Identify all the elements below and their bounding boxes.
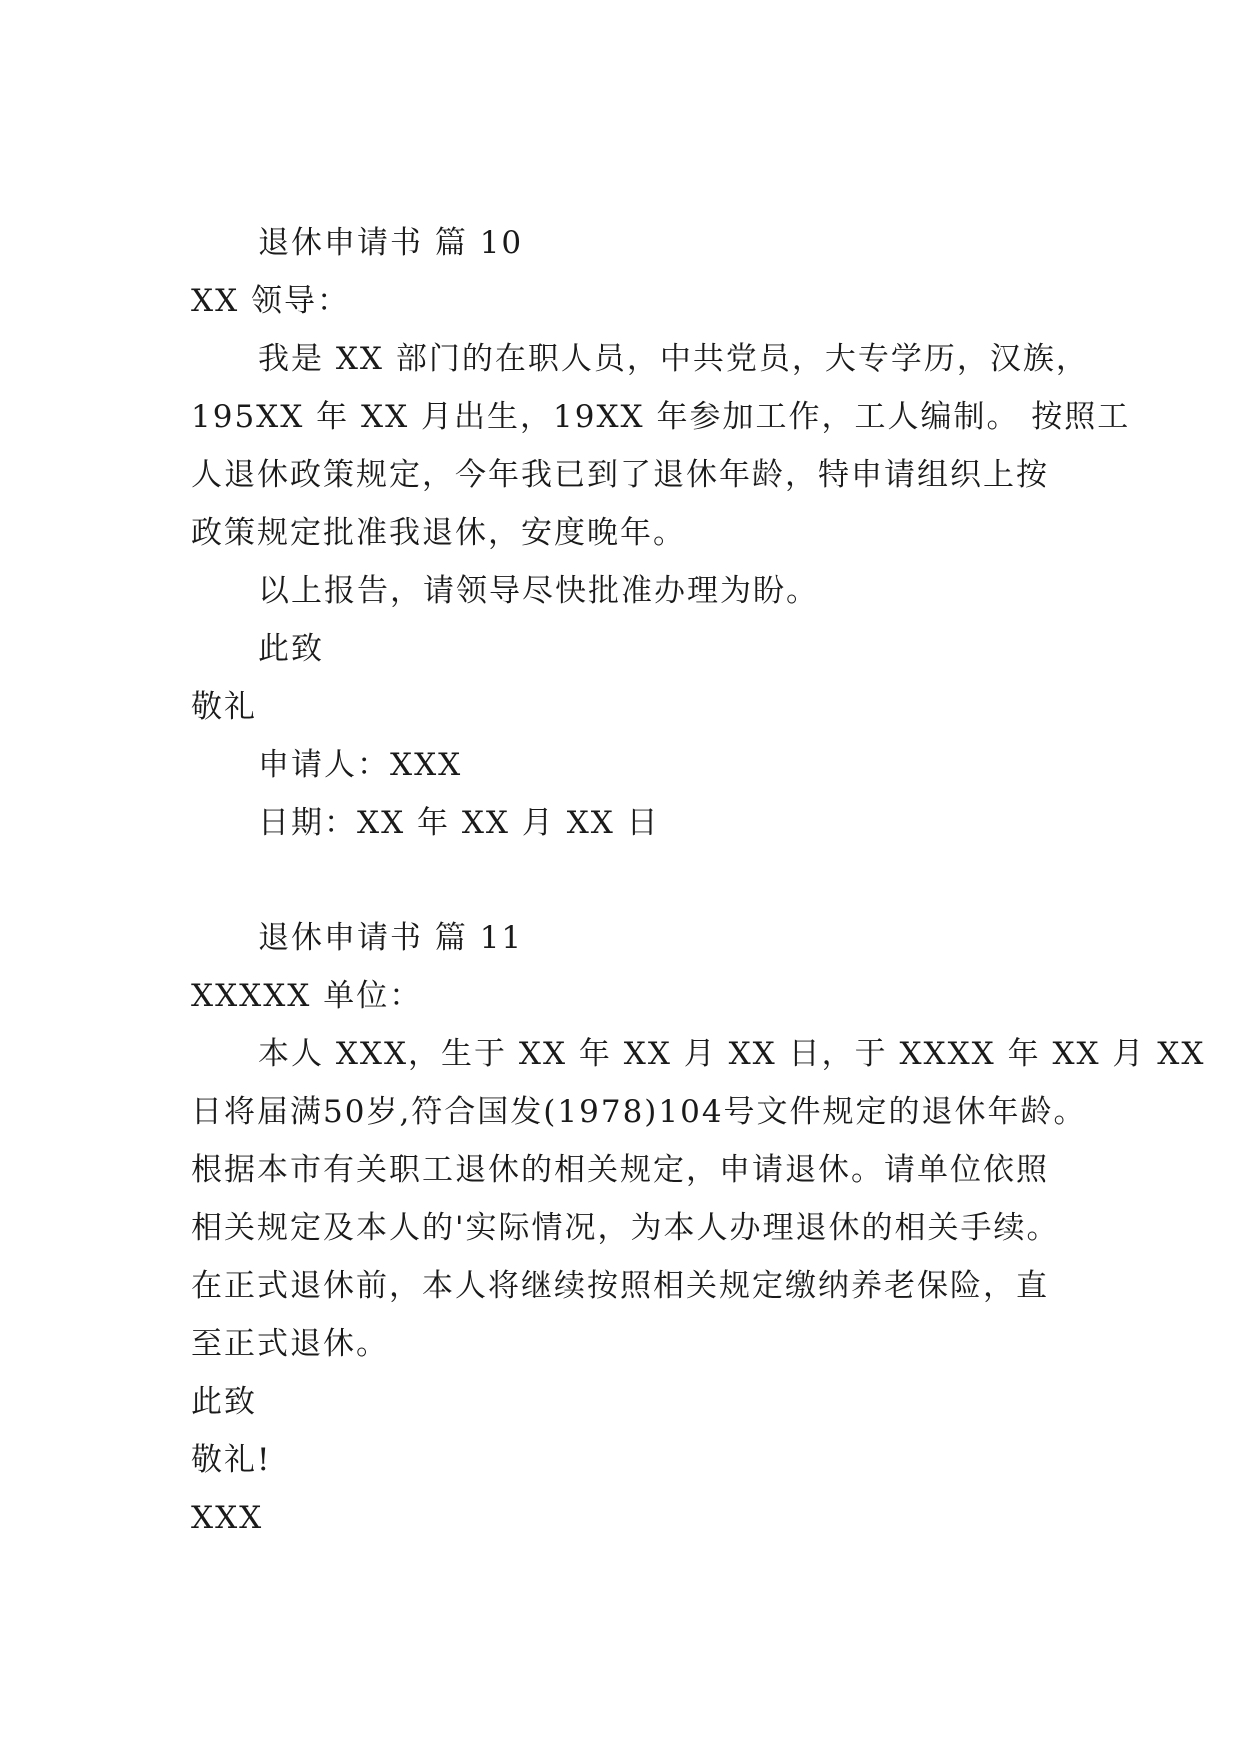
section-10-jingli: 敬礼 [191, 689, 257, 725]
section-10-title: 退休申请书 篇 10 [258, 225, 524, 261]
section-10-body-line: 195XX 年 XX 月出生，19XX 年参加工作，工人编制。 按照工 [191, 399, 1131, 435]
section-11-body-line: 相关规定及本人的'实际情况，为本人办理退休的相关手续。 [191, 1210, 1060, 1246]
section-11-cizhi: 此致 [191, 1384, 257, 1420]
section-11-signature: XXX [191, 1500, 264, 1536]
section-10-body-line: 我是 XX 部门的在职人员，中共党员，大专学历，汉族， [258, 341, 1089, 377]
section-10-date: 日期：XX 年 XX 月 XX 日 [258, 805, 660, 841]
section-11-body-line: 本人 XXX，生于 XX 年 XX 月 XX 日，于 XXXX 年 XX 月 XX [258, 1036, 1206, 1072]
section-10-body-line: 人退休政策规定，今年我已到了退休年龄，特申请组织上按 [191, 457, 1049, 493]
section-11-body-line: 根据本市有关职工退休的相关规定，申请退休。请单位依照 [191, 1152, 1049, 1188]
section-11-jingli: 敬礼! [191, 1442, 272, 1478]
section-11-body-line: 日将届满50岁,符合国发(1978)104号文件规定的退休年龄。 [191, 1094, 1087, 1130]
section-11-body-line: 至正式退休。 [191, 1326, 389, 1362]
section-10-report: 以上报告，请领导尽快批准办理为盼。 [258, 573, 819, 609]
section-10-body-line: 政策规定批准我退休，安度晚年。 [191, 515, 686, 551]
section-11-title: 退休申请书 篇 11 [258, 920, 524, 956]
section-10-applicant: 申请人：XXX [258, 747, 463, 783]
section-11-body-line: 在正式退休前，本人将继续按照相关规定缴纳养老保险，直 [191, 1268, 1049, 1304]
section-11-salutation: XXXXX 单位： [191, 978, 423, 1014]
section-10-cizhi: 此致 [258, 631, 324, 667]
section-10-salutation: XX 领导： [191, 283, 350, 319]
